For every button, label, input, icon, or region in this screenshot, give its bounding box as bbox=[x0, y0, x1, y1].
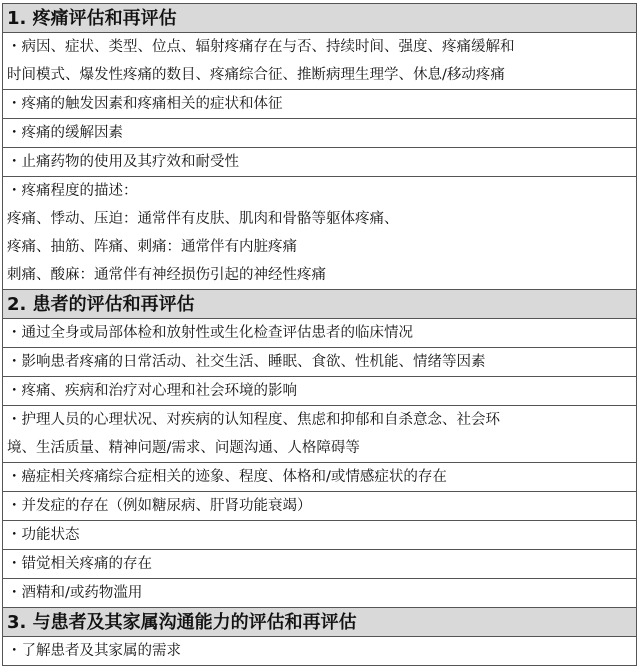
list-item bbox=[3, 33, 636, 90]
list-item bbox=[3, 177, 636, 290]
list-item bbox=[3, 348, 636, 377]
item-text: ・病因、症状、类型、位点、辐射疼痛存在与否、持续时间、强度、疼痛缓解和 bbox=[7, 39, 515, 55]
item-text: ・酒精和/或药物滥用 bbox=[7, 585, 143, 601]
item-text: ・影响患者疼痛的日常活动、社交生活、睡眠、食欲、性机能、情绪等因素 bbox=[7, 354, 486, 370]
item-text: ・癌症相关疼痛综合症相关的迹象、程度、体格和/或情感症状的存在 bbox=[7, 469, 447, 485]
section-header: 3. 与患者及其家属沟通能力的评估和再评估 bbox=[3, 608, 636, 637]
item-text: ・疼痛、疾病和治疗对心理和社会环境的影响 bbox=[7, 383, 297, 399]
assessment-table bbox=[2, 3, 637, 666]
item-text: ・疼痛的缓解因素 bbox=[7, 125, 123, 141]
item-text: 疼痛、抽筋、阵痛、刺痛：通常伴有内脏疼痛 bbox=[7, 239, 297, 255]
item-text: ・并发症的存在（例如糖尿病、肝肾功能衰竭） bbox=[7, 498, 312, 514]
list-item bbox=[3, 579, 636, 608]
item-text: ・护理人员的心理状况、对疾病的认知程度、焦虑和抑郁和自杀意念、社会环 bbox=[7, 412, 500, 428]
list-item bbox=[3, 550, 636, 579]
list-item bbox=[3, 377, 636, 406]
item-text: 境、生活质量、精神问题/需求、问题沟通、人格障碍等 bbox=[7, 440, 360, 456]
item-text: ・了解患者及其家属的需求 bbox=[7, 643, 181, 659]
list-item bbox=[3, 406, 636, 463]
section-header: 1. 疼痛评估和再评估 bbox=[3, 4, 636, 33]
item-text: ・通过全身或局部体检和放射性或生化检查评估患者的临床情况 bbox=[7, 325, 413, 341]
section-header: 2. 患者的评估和再评估 bbox=[3, 290, 636, 319]
item-text: 时间模式、爆发性疼痛的数目、疼痛综合征、推断病理生理学、休息/移动疼痛 bbox=[7, 67, 505, 83]
list-item bbox=[3, 319, 636, 348]
item-text: 疼痛、悸动、压迫：通常伴有皮肤、肌肉和骨骼等躯体疼痛、 bbox=[7, 211, 399, 227]
list-item bbox=[3, 521, 636, 550]
list-item bbox=[3, 463, 636, 492]
item-text: ・错觉相关疼痛的存在 bbox=[7, 556, 152, 572]
list-item bbox=[3, 492, 636, 521]
list-item bbox=[3, 148, 636, 177]
item-text: 刺痛、酸麻：通常伴有神经损伤引起的神经性疼痛 bbox=[7, 267, 326, 283]
item-text: ・疼痛的触发因素和疼痛相关的症状和体征 bbox=[7, 96, 283, 112]
item-text: ・疼痛程度的描述： bbox=[7, 183, 138, 199]
list-item bbox=[3, 90, 636, 119]
list-item bbox=[3, 119, 636, 148]
item-text: ・止痛药物的使用及其疗效和耐受性 bbox=[7, 154, 239, 170]
item-text: ・功能状态 bbox=[7, 527, 80, 543]
